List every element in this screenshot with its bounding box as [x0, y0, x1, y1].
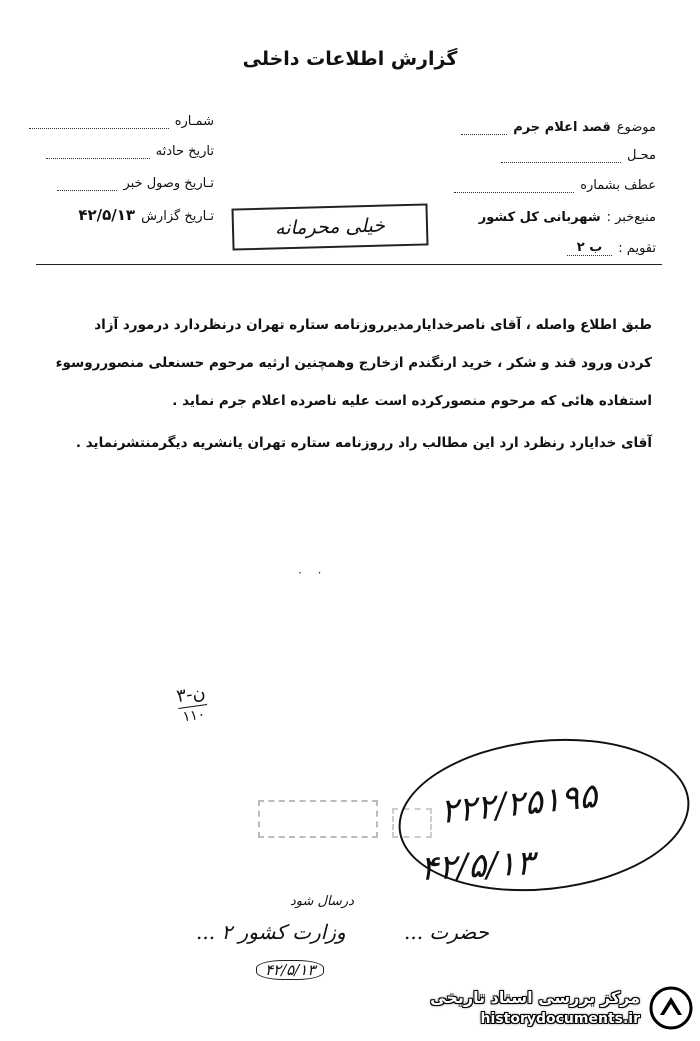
faded-stamp [258, 800, 378, 838]
field-report-date [78, 206, 214, 224]
field-value: ۴۲/۵/۱۳ [78, 206, 136, 224]
field-label: شمـاره [174, 114, 214, 129]
field-source [479, 210, 656, 225]
watermark-text [430, 987, 640, 1029]
field-incident-date [46, 144, 214, 159]
signature-left: وزارت کشور ۲ ... [196, 920, 346, 944]
body-line: طبق اطلاع واصله ، آقای ناصرخدایارمدیرروزنامه ستاره تهران درنظردارد درمورد آزاد [94, 317, 652, 333]
field-label: تـاریخ گزارش [141, 209, 214, 224]
field-line [501, 148, 621, 163]
field-label: تاریخ حادثه [155, 144, 214, 159]
field-reference-number [454, 178, 656, 193]
watermark-name: مرکز بررسی اسناد تاریخی [430, 988, 640, 1007]
field-line [57, 176, 117, 191]
field-value: قصد اعلام جرم [513, 120, 611, 135]
field-number [29, 114, 214, 129]
field-line [29, 114, 169, 129]
header-divider [36, 264, 662, 265]
field-label: عطف بشماره [580, 178, 656, 193]
marginal-note [175, 684, 209, 727]
signature-right: حضرت ... [404, 920, 489, 944]
field-line [461, 120, 507, 135]
marginal-note-line: ۱۱۰ [178, 704, 209, 727]
report-body [32, 306, 652, 462]
marginal-note-line: ۳-ن [175, 682, 207, 708]
field-label: موضوع [616, 120, 656, 135]
field-line [454, 178, 574, 193]
stray-marks: · · [298, 566, 328, 580]
signature-date: ۴۲/۵/۱۳ [256, 960, 324, 980]
field-line [46, 144, 150, 159]
field-label: منبع‌خبر : [606, 210, 656, 225]
field-assessment [567, 240, 656, 256]
registration-number: ۲۲۲/۲۵۱۹۵ [438, 775, 600, 833]
archive-logo-icon [648, 985, 694, 1031]
classification-stamp: خیلی محرمانه [231, 203, 428, 250]
field-label: محـل [626, 148, 656, 163]
report-title: گزارش اطلاعات داخلی [242, 48, 458, 70]
field-value: شهربانی کل کشور [478, 210, 601, 225]
field-receipt-date [57, 176, 214, 191]
field-label: تقویم : [618, 241, 656, 256]
body-line: آقای خدایارد رنظرد ارد این مطالب راد رروزنامه ستاره تهران یانشریه دیگرمنتشرنماید . [75, 435, 652, 451]
handwritten-note: درسال شود [290, 894, 354, 909]
body-line: استفاده هائی که مرحوم منصورکرده است علیه ناصرده اعلام جرم نماید . [172, 393, 652, 409]
watermark [404, 978, 694, 1038]
body-line: کردن ورود قند و شکر ، خرید ارنگندم ازخارج وهمچنین ارثیه مرحوم حسنعلی منصورروسوء [55, 355, 652, 371]
watermark-site: historydocuments.ir [480, 1011, 640, 1027]
field-location [501, 148, 656, 163]
field-label: تـاریخ وصول خبر [123, 176, 214, 191]
field-subject [461, 120, 656, 135]
field-value: ب ۲ [567, 240, 613, 256]
handwritten-date: ۴۲/۵/۱۳ [419, 843, 536, 889]
